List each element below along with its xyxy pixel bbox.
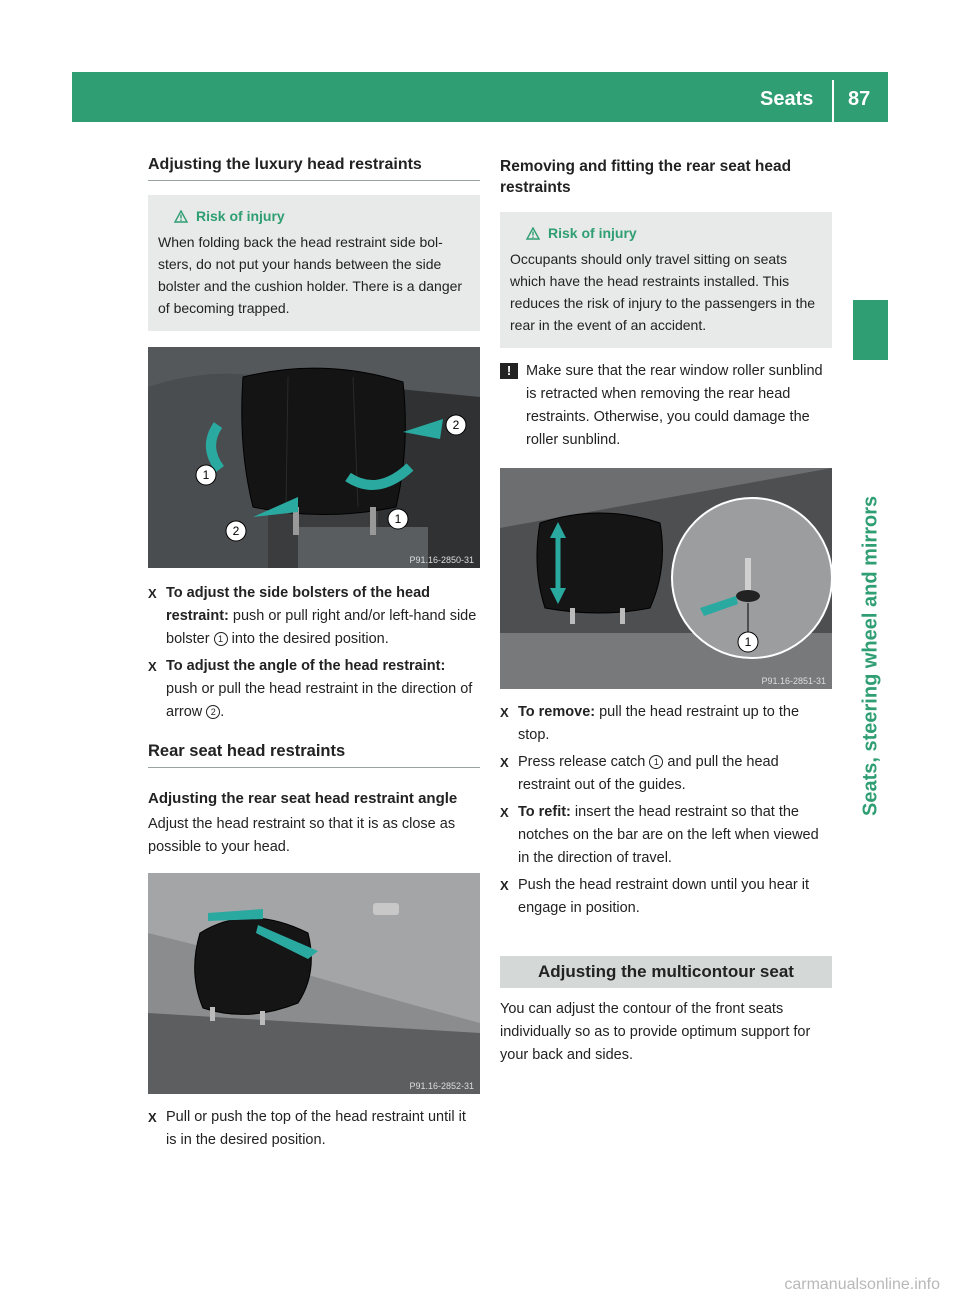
side-tab-label: Seats, steering wheel and mirrors: [859, 495, 882, 816]
figure-reference: P91.16-2850-31: [409, 555, 474, 565]
rear-restraints-heading: Rear seat head restraints: [148, 742, 480, 768]
step-marker-icon: X: [148, 659, 157, 674]
warning-title: Risk of injury: [158, 205, 470, 227]
callout-ref: 1: [649, 755, 663, 769]
step-marker-icon: X: [500, 805, 509, 820]
caution-note: ! Make sure that the rear window roller sunblind is retracted when removing the rear head restraints. Otherwise, you could damage the roller sunblind.: [500, 360, 832, 452]
step-list: [500, 701, 832, 920]
section-title: Seats: [760, 88, 814, 110]
warning-triangle-icon: [174, 210, 188, 223]
multicontour-text: You can adjust the contour of the front seats individually so as to provide optimum support for your back and sides.: [500, 1001, 811, 1063]
multicontour-heading: Adjusting the multicontour seat: [500, 956, 832, 988]
luxury-restraints-heading: Adjusting the luxury head restraints: [148, 156, 480, 181]
callout-1: 1: [744, 635, 752, 649]
step-item: X To remove: pull the head restraint up to the stop.: [500, 701, 832, 747]
step-marker-icon: X: [500, 705, 509, 720]
warning-box: [500, 212, 832, 348]
header-divider: [832, 80, 834, 122]
page-number: 87: [848, 88, 871, 110]
remove-fit-heading: Removing and fitting the rear seat head restraints: [500, 158, 792, 196]
step-marker-icon: X: [500, 755, 509, 770]
warning-triangle-icon: [526, 227, 540, 240]
step-marker-icon: X: [148, 586, 157, 601]
figure-reference: P91.16-2851-31: [761, 676, 826, 686]
warning-text: Occupants should only travel sitting on seats which have the head restraints installed. This reduces the risk of injury to the passengers in the rear in the event of an accident.: [510, 251, 816, 333]
step-marker-icon: X: [500, 878, 509, 893]
step-list: [148, 582, 480, 724]
remove-restraint-illustration: [500, 468, 832, 689]
luxury-head-restraint-illustration: [148, 347, 480, 568]
callout-1a: 1: [202, 468, 210, 482]
callout-2b: 2: [232, 524, 240, 538]
exclamation-icon: !: [500, 363, 518, 379]
figure-reference: P91.16-2852-31: [409, 1081, 474, 1091]
side-tab-marker: [853, 300, 888, 360]
callout-1b: 1: [394, 512, 402, 526]
figure-remove-restraint: [500, 468, 832, 689]
step-item: X To adjust the angle of the head restraint: push or pull the head restraint in the direction of arrow 2 .: [148, 655, 480, 724]
left-column: [148, 156, 480, 1152]
right-column: [500, 156, 832, 1067]
rear-angle-subheading: Adjusting the rear seat head restraint angle: [148, 790, 458, 807]
step-item: X To refit: insert the head restraint so that the notches on the bar are on the left when viewed in the direction of travel.: [500, 801, 832, 870]
step-item: X Push the head restraint down until you hear it engage in position.: [500, 874, 832, 920]
step-marker-icon: X: [148, 1110, 157, 1125]
warning-title: Risk of injury: [510, 222, 822, 244]
rear-angle-text: Adjust the head restraint so that it is as close as possible to your head.: [148, 816, 456, 855]
callout-ref: 2: [206, 705, 220, 719]
watermark: carmanualsonline.info: [784, 1276, 940, 1293]
step-item: X To adjust the side bolsters of the head restraint: push or pull right and/or left-hand side bolster 1 into the desired position.: [148, 582, 480, 651]
figure-rear-angle: [148, 873, 480, 1094]
step-item: X Pull or push the top of the head restraint until it is in the desired position.: [148, 1106, 480, 1152]
warning-box: [148, 195, 480, 331]
callout-ref: 1: [214, 632, 228, 646]
figure-luxury-head-restraint: [148, 347, 480, 568]
rear-angle-illustration: [148, 873, 480, 1094]
warning-text: When folding back the head restraint side bolsters, do not put your hands between the side bolster and the cushion holder. There is a danger of becoming trapped.: [158, 234, 463, 316]
step-item: X Press release catch 1 and pull the head restraint out of the guides.: [500, 751, 832, 797]
callout-2a: 2: [452, 418, 460, 432]
